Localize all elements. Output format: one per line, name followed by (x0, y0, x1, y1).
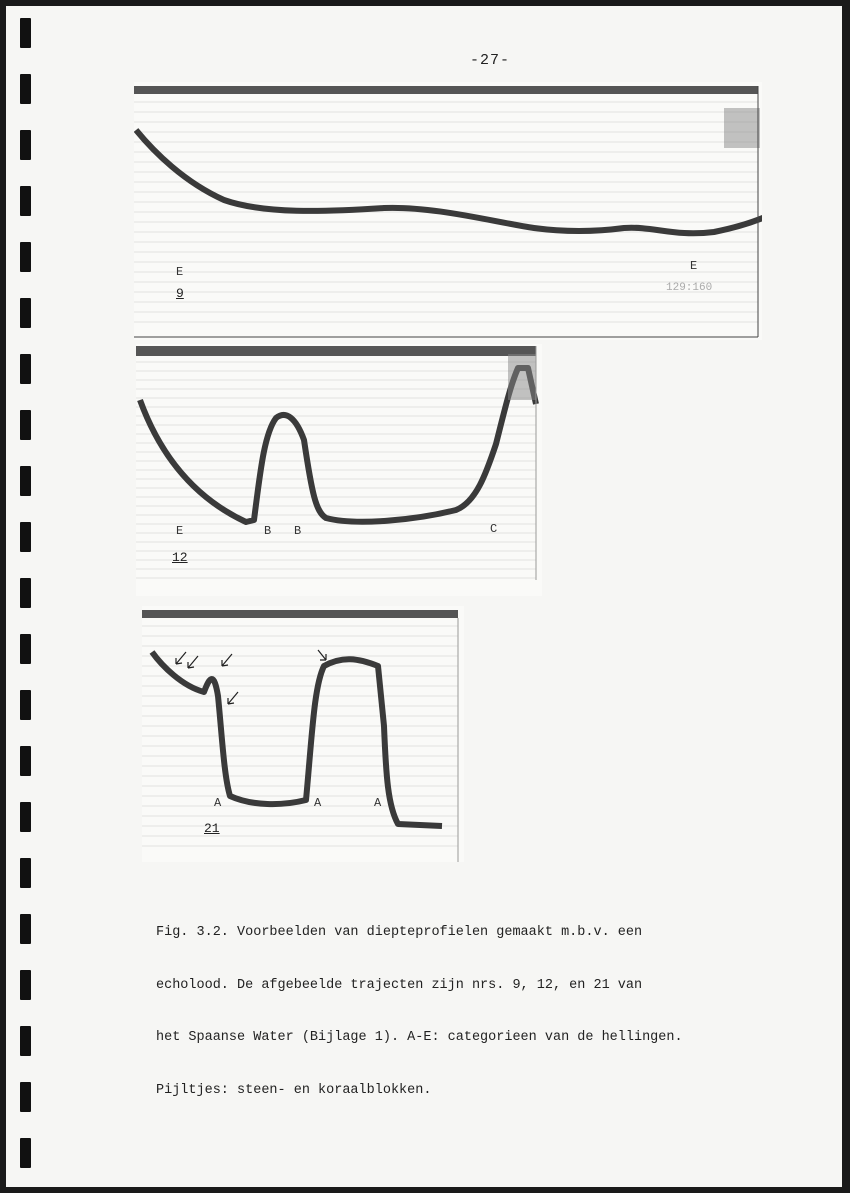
binder-hole (20, 298, 31, 328)
binder-hole (20, 18, 31, 48)
surface-band (142, 610, 458, 618)
binder-hole (20, 74, 31, 104)
binder-hole (20, 746, 31, 776)
panel-21-label-a-third: A (374, 796, 382, 810)
panel-9-number: 9 (176, 286, 184, 301)
echogram-21-svg (142, 606, 464, 862)
binder-hole (20, 1138, 31, 1168)
page-number: -27- (470, 52, 511, 69)
panel-12-number: 12 (172, 550, 188, 565)
binder-hole (20, 914, 31, 944)
depth-trace-9 (136, 112, 762, 233)
echogram-12-svg (136, 344, 542, 596)
caption-line-3: het Spaanse Water (Bijlage 1). A-E: categorieen van de hellingen. (156, 1030, 683, 1045)
surface-band (136, 346, 536, 356)
binder-hole (20, 1026, 31, 1056)
binder-hole (20, 186, 31, 216)
figure-caption (156, 889, 826, 1134)
panel-21-label-a-first: A (214, 796, 222, 810)
panel-12-label-b-first: B (264, 524, 272, 538)
depth-trace-12 (140, 368, 536, 522)
binder-hole (20, 634, 31, 664)
panel-12-label-e: E (176, 524, 184, 538)
binder-hole (20, 242, 31, 272)
panel-12-label-c: C (490, 522, 498, 536)
arrow-1 (176, 652, 186, 664)
caption-line-1: Fig. 3.2. Voorbeelden van diepteprofielen gemaakt m.b.v. een (156, 925, 643, 940)
surface-band (134, 86, 758, 94)
slope-clutter (508, 354, 536, 400)
binder-hole (20, 466, 31, 496)
panel-12-label-b-second: B (294, 524, 302, 538)
echogram-panel-12 (136, 344, 542, 596)
panel-9-overlay-text: 129:160 (666, 282, 713, 294)
binder-hole (20, 522, 31, 552)
panel-21-number: 21 (204, 821, 220, 836)
echogram-9-svg (134, 82, 762, 340)
document-page (6, 6, 842, 1187)
panel-21-label-a-second: A (314, 796, 322, 810)
binder-hole (20, 858, 31, 888)
echogram-panel-9 (134, 82, 762, 340)
binder-hole (20, 690, 31, 720)
panel-9-label-e-left: E (176, 265, 184, 279)
depth-trace-21 (152, 652, 442, 826)
binder-hole (20, 1082, 31, 1112)
binder-hole (20, 130, 31, 160)
panel-9-label-e-right: E (690, 259, 698, 273)
binder-hole (20, 802, 31, 832)
arrow-4 (228, 692, 238, 704)
binder-hole (20, 578, 31, 608)
caption-line-2: echolood. De afgebeelde trajecten zijn nrs. 9, 12, en 21 van (156, 977, 643, 993)
binder-hole (20, 410, 31, 440)
echogram-panel-21 (142, 606, 464, 862)
binder-hole (20, 970, 31, 1000)
caption-line-4: Pijltjes: steen- en koraalblokken. (156, 1082, 432, 1098)
binder-hole (20, 354, 31, 384)
arrow-5 (318, 650, 326, 660)
slope-clutter (724, 108, 760, 148)
